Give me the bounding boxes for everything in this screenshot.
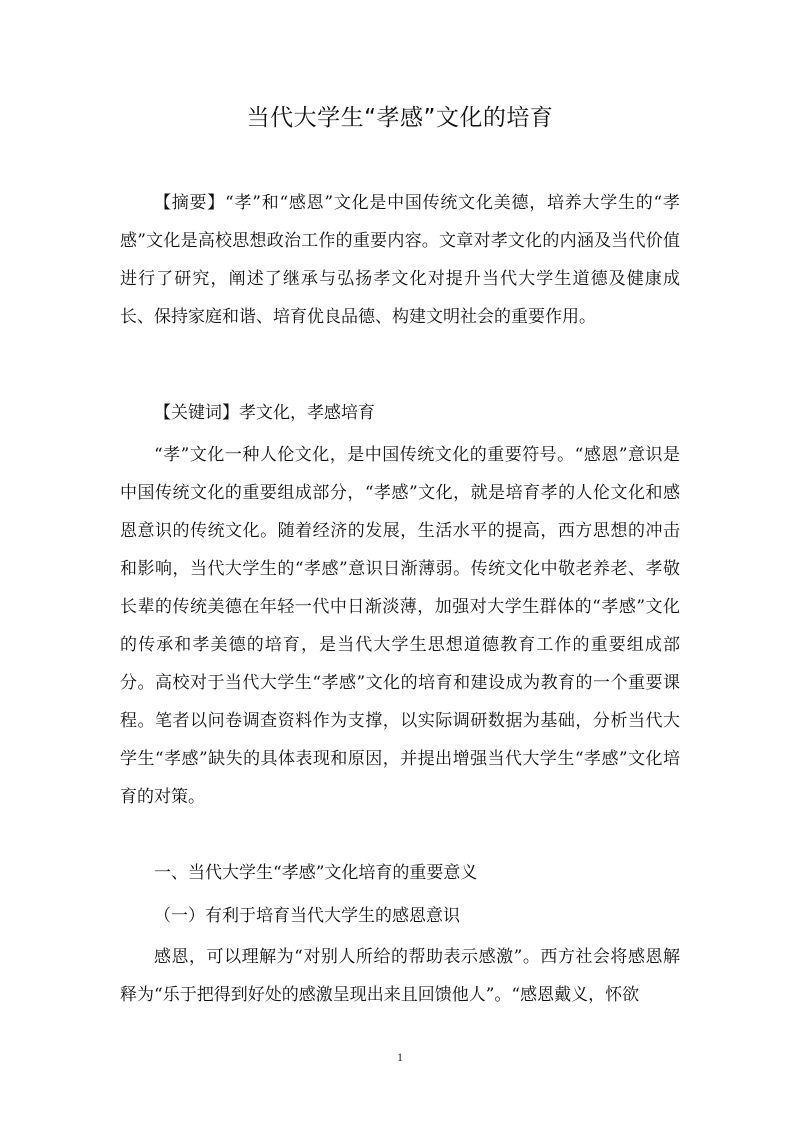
body-paragraph-1: 感恩，可以理解为“对别人所给的帮助表示感激”。西方社会将感恩解释为“乐于把得到好处的感激呈现出来且回馈他人”。“感恩戴义，怀欲 xyxy=(120,947,680,1005)
page-number: 1 xyxy=(397,1050,403,1064)
section-heading-1: 一、当代大学生“孝感”文化培育的重要意义 xyxy=(154,863,478,883)
intro-paragraph: “孝”文化一种人伦文化，是中国传统文化的重要符号。“感恩”意识是中国传统文化的重要组成部分，“孝感”文化，就是培育孝的人伦文化和感恩意识的传统文化。随着经济的发展，生活水平的提高，西方思想的冲击和影响，当代大学生的“孝感”意识日渐薄弱。传统文化中敬老养老、孝敬长辈的传统美德在年轻一代中日渐淡薄，加强对大学生群体的“孝感”文化的传承和孝美德的培育，是当代大学生思想道德教育工作的重要组成部分。高校对于当代大学生“孝感”文化的培育和建设成为教育的一个重要课程。笔者以问卷调查资料作为支撑，以实际调研数据为基础，分析当代大学生“孝感”缺失的具体表现和原因，并提出增强当代大学生“孝感”文化培育的对策。 xyxy=(120,445,680,807)
abstract-paragraph: 【摘要】“孝”和“感恩”文化是中国传统文化美德，培养大学生的“孝感”文化是高校思想政治工作的重要内容。文章对孝文化的内涵及当代价值进行了研究，阐述了继承与弘扬孝文化对提升当代大学生道德及健康成长、保持家庭和谐、培育优良品德、构建文明社会的重要作用。 xyxy=(120,193,680,327)
keywords-paragraph: 【关键词】孝文化，孝感培育 xyxy=(154,403,375,423)
subsection-heading-1: （一）有利于培育当代大学生的感恩意识 xyxy=(154,906,460,926)
document-title: 当代大学生“孝感”文化的培育 xyxy=(246,105,554,131)
